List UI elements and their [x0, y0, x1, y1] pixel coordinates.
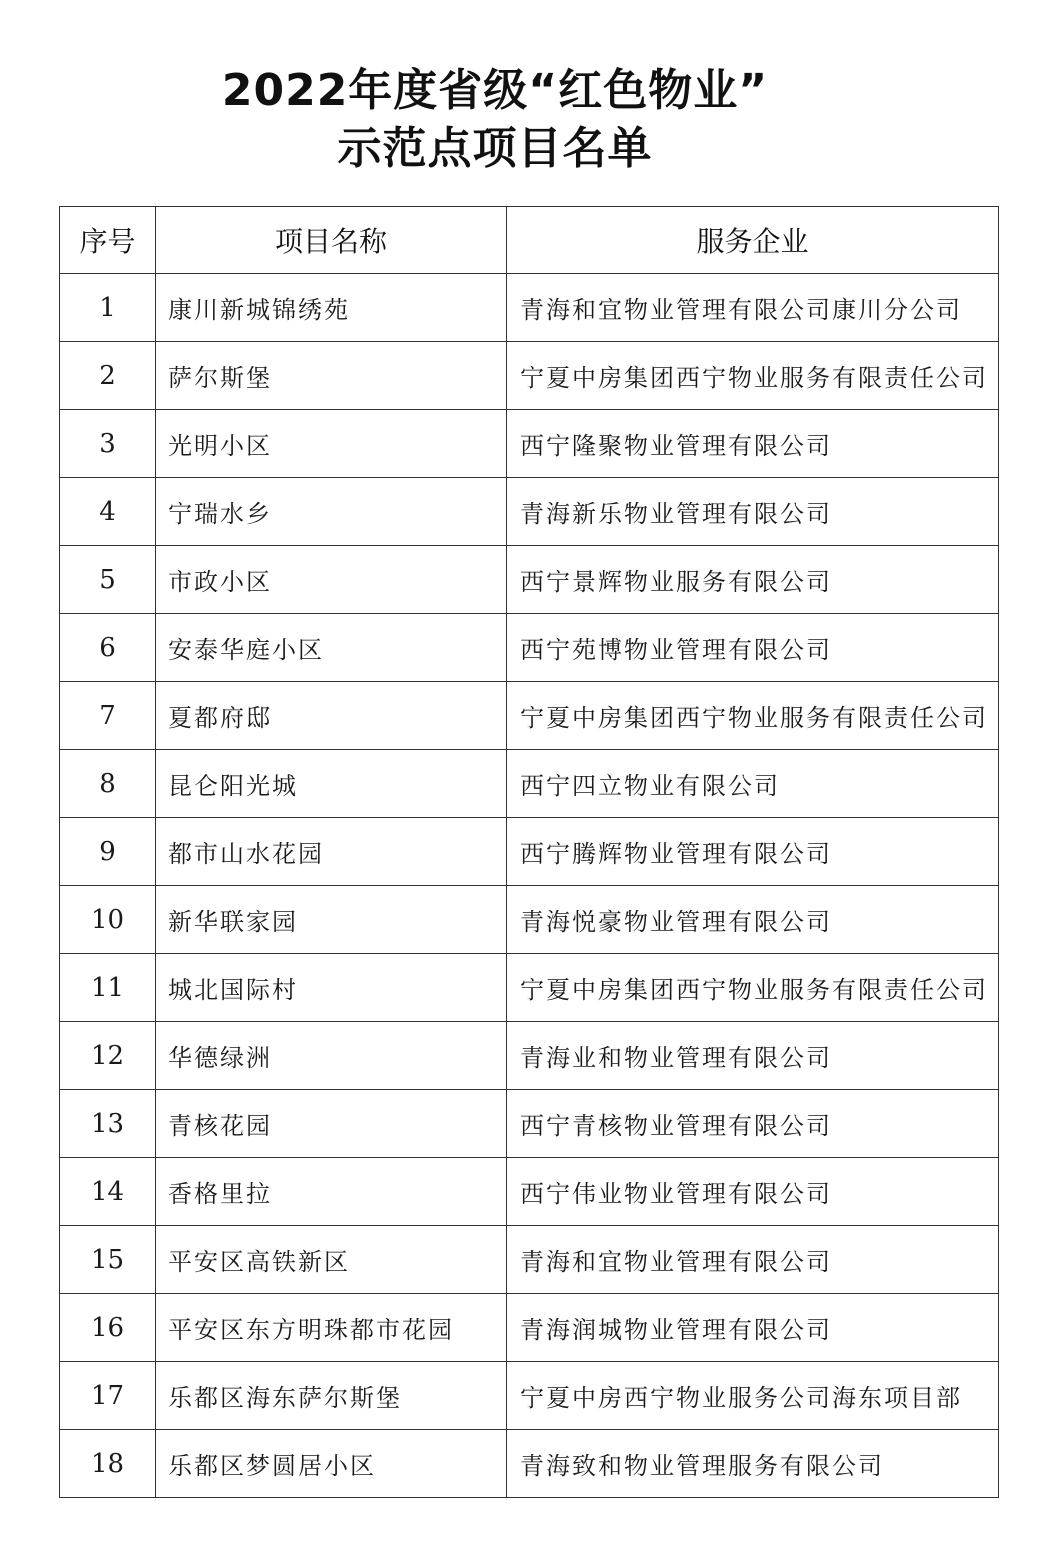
row-serial-no: 6: [60, 614, 156, 682]
table-row: [60, 1362, 999, 1430]
header-serial-no: 序号: [60, 207, 156, 274]
row-project-name: 青核花园: [156, 1090, 507, 1158]
row-service-company: 青海致和物业管理服务有限公司: [507, 1430, 999, 1498]
row-service-company: 西宁四立物业有限公司: [507, 750, 999, 818]
table-row: [60, 546, 999, 614]
row-service-company: 西宁隆聚物业管理有限公司: [507, 410, 999, 478]
row-serial-no: 8: [60, 750, 156, 818]
header-project-name: 项目名称: [156, 207, 507, 274]
row-project-name: 萨尔斯堡: [156, 342, 507, 410]
row-project-name: 光明小区: [156, 410, 507, 478]
row-project-name: 乐都区梦圆居小区: [156, 1430, 507, 1498]
row-serial-no: 14: [60, 1158, 156, 1226]
row-project-name: 城北国际村: [156, 954, 507, 1022]
project-list-table: [59, 206, 999, 1498]
row-service-company: 宁夏中房西宁物业服务公司海东项目部: [507, 1362, 999, 1430]
row-serial-no: 3: [60, 410, 156, 478]
table-row: [60, 886, 999, 954]
table-row: [60, 342, 999, 410]
table-row: [60, 1022, 999, 1090]
row-project-name: 夏都府邸: [156, 682, 507, 750]
row-serial-no: 1: [60, 274, 156, 342]
row-serial-no: 16: [60, 1294, 156, 1362]
row-service-company: 青海悦豪物业管理有限公司: [507, 886, 999, 954]
table-row: [60, 1430, 999, 1498]
row-serial-no: 15: [60, 1226, 156, 1294]
row-project-name: 宁瑞水乡: [156, 478, 507, 546]
row-serial-no: 18: [60, 1430, 156, 1498]
row-project-name: 安泰华庭小区: [156, 614, 507, 682]
row-project-name: 香格里拉: [156, 1158, 507, 1226]
row-service-company: 青海新乐物业管理有限公司: [507, 478, 999, 546]
row-project-name: 市政小区: [156, 546, 507, 614]
table-row: [60, 274, 999, 342]
table-row: [60, 614, 999, 682]
table-row: [60, 1090, 999, 1158]
row-serial-no: 13: [60, 1090, 156, 1158]
table-row: [60, 1226, 999, 1294]
row-serial-no: 10: [60, 886, 156, 954]
row-project-name: 华德绿洲: [156, 1022, 507, 1090]
table-row: [60, 410, 999, 478]
row-service-company: 青海和宜物业管理有限公司康川分公司: [507, 274, 999, 342]
row-project-name: 新华联家园: [156, 886, 507, 954]
row-serial-no: 5: [60, 546, 156, 614]
row-service-company: 宁夏中房集团西宁物业服务有限责任公司: [507, 682, 999, 750]
table-row: [60, 954, 999, 1022]
row-project-name: 平安区高铁新区: [156, 1226, 507, 1294]
row-serial-no: 2: [60, 342, 156, 410]
table-row: [60, 750, 999, 818]
row-project-name: 都市山水花园: [156, 818, 507, 886]
row-service-company: 西宁青核物业管理有限公司: [507, 1090, 999, 1158]
row-service-company: 青海和宜物业管理有限公司: [507, 1226, 999, 1294]
row-project-name: 康川新城锦绣苑: [156, 274, 507, 342]
row-serial-no: 17: [60, 1362, 156, 1430]
row-project-name: 平安区东方明珠都市花园: [156, 1294, 507, 1362]
row-service-company: 西宁景辉物业服务有限公司: [507, 546, 999, 614]
table-row: [60, 1294, 999, 1362]
row-service-company: 西宁伟业物业管理有限公司: [507, 1158, 999, 1226]
row-service-company: 青海润城物业管理有限公司: [507, 1294, 999, 1362]
table-row: [60, 1158, 999, 1226]
table-row: [60, 478, 999, 546]
title-line-1: 2022年度省级“红色物业”: [221, 65, 769, 116]
table-row: [60, 818, 999, 886]
row-serial-no: 9: [60, 818, 156, 886]
row-project-name: 乐都区海东萨尔斯堡: [156, 1362, 507, 1430]
row-serial-no: 12: [60, 1022, 156, 1090]
table-row: [60, 682, 999, 750]
row-service-company: 西宁腾辉物业管理有限公司: [507, 818, 999, 886]
document-title: [0, 62, 990, 178]
title-line-2: 示范点项目名单: [337, 123, 653, 174]
row-serial-no: 11: [60, 954, 156, 1022]
row-service-company: 宁夏中房集团西宁物业服务有限责任公司: [507, 954, 999, 1022]
table-body: [60, 274, 999, 1498]
row-service-company: 青海业和物业管理有限公司: [507, 1022, 999, 1090]
row-service-company: 西宁苑博物业管理有限公司: [507, 614, 999, 682]
header-service-company: 服务企业: [507, 207, 999, 274]
row-service-company: 宁夏中房集团西宁物业服务有限责任公司: [507, 342, 999, 410]
row-serial-no: 4: [60, 478, 156, 546]
row-serial-no: 7: [60, 682, 156, 750]
table-header-row: [60, 207, 999, 274]
row-project-name: 昆仑阳光城: [156, 750, 507, 818]
